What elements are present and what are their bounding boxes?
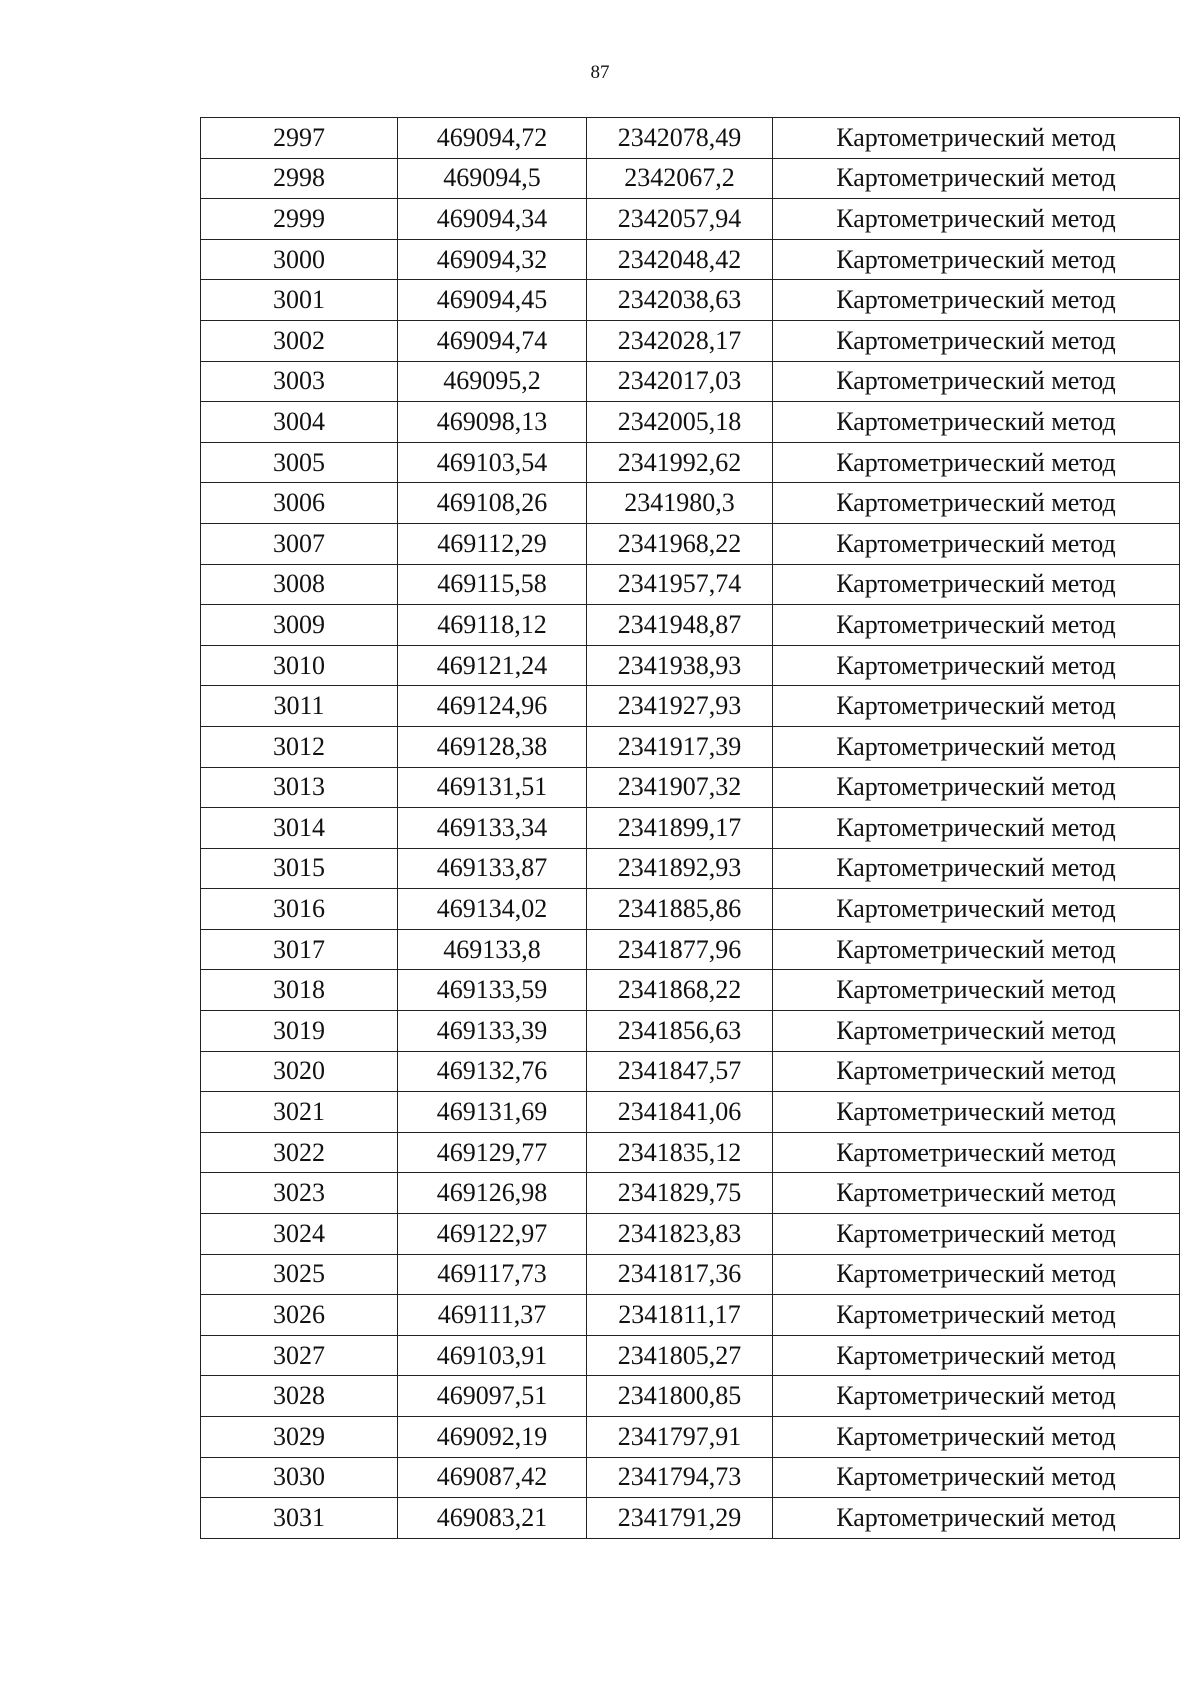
point-number-cell: 3004 bbox=[201, 402, 398, 443]
method-cell: Картометрический метод bbox=[773, 564, 1180, 605]
point-number-cell: 3006 bbox=[201, 483, 398, 524]
point-number-cell: 3001 bbox=[201, 280, 398, 321]
method-cell: Картометрический метод bbox=[773, 239, 1180, 280]
point-number-cell: 3019 bbox=[201, 1011, 398, 1052]
x-coordinate-cell: 469132,76 bbox=[398, 1051, 587, 1092]
point-number-cell: 3013 bbox=[201, 767, 398, 808]
x-coordinate-cell: 469094,45 bbox=[398, 280, 587, 321]
y-coordinate-cell: 2341811,17 bbox=[587, 1295, 773, 1336]
table-row bbox=[201, 767, 1180, 808]
table-row bbox=[201, 686, 1180, 727]
point-number-cell: 2999 bbox=[201, 199, 398, 240]
x-coordinate-cell: 469094,72 bbox=[398, 118, 587, 159]
table-row bbox=[201, 1295, 1180, 1336]
method-cell: Картометрический метод bbox=[773, 118, 1180, 159]
method-cell: Картометрический метод bbox=[773, 1214, 1180, 1255]
x-coordinate-cell: 469126,98 bbox=[398, 1173, 587, 1214]
table-row bbox=[201, 1011, 1180, 1052]
y-coordinate-cell: 2342057,94 bbox=[587, 199, 773, 240]
point-number-cell: 3022 bbox=[201, 1132, 398, 1173]
table-row bbox=[201, 523, 1180, 564]
x-coordinate-cell: 469108,26 bbox=[398, 483, 587, 524]
point-number-cell: 3026 bbox=[201, 1295, 398, 1336]
page-number: 87 bbox=[590, 62, 610, 83]
method-cell: Картометрический метод bbox=[773, 726, 1180, 767]
table-row bbox=[201, 1498, 1180, 1539]
y-coordinate-cell: 2341992,62 bbox=[587, 442, 773, 483]
point-number-cell: 3005 bbox=[201, 442, 398, 483]
method-cell: Картометрический метод bbox=[773, 1092, 1180, 1133]
method-cell: Картометрический метод bbox=[773, 158, 1180, 199]
point-number-cell: 3027 bbox=[201, 1335, 398, 1376]
x-coordinate-cell: 469111,37 bbox=[398, 1295, 587, 1336]
x-coordinate-cell: 469094,34 bbox=[398, 199, 587, 240]
x-coordinate-cell: 469097,51 bbox=[398, 1376, 587, 1417]
y-coordinate-cell: 2342048,42 bbox=[587, 239, 773, 280]
x-coordinate-cell: 469083,21 bbox=[398, 1498, 587, 1539]
table-row bbox=[201, 199, 1180, 240]
x-coordinate-cell: 469094,5 bbox=[398, 158, 587, 199]
x-coordinate-cell: 469103,54 bbox=[398, 442, 587, 483]
point-number-cell: 3029 bbox=[201, 1417, 398, 1458]
x-coordinate-cell: 469092,19 bbox=[398, 1417, 587, 1458]
y-coordinate-cell: 2341938,93 bbox=[587, 645, 773, 686]
table-row bbox=[201, 605, 1180, 646]
y-coordinate-cell: 2341892,93 bbox=[587, 848, 773, 889]
method-cell: Картометрический метод bbox=[773, 605, 1180, 646]
method-cell: Картометрический метод bbox=[773, 280, 1180, 321]
y-coordinate-cell: 2341877,96 bbox=[587, 929, 773, 970]
table-row bbox=[201, 564, 1180, 605]
table-row bbox=[201, 1254, 1180, 1295]
point-number-cell: 3030 bbox=[201, 1457, 398, 1498]
y-coordinate-cell: 2342038,63 bbox=[587, 280, 773, 321]
table-row bbox=[201, 726, 1180, 767]
y-coordinate-cell: 2341968,22 bbox=[587, 523, 773, 564]
point-number-cell: 3008 bbox=[201, 564, 398, 605]
x-coordinate-cell: 469124,96 bbox=[398, 686, 587, 727]
x-coordinate-cell: 469131,69 bbox=[398, 1092, 587, 1133]
point-number-cell: 3000 bbox=[201, 239, 398, 280]
y-coordinate-cell: 2341823,83 bbox=[587, 1214, 773, 1255]
point-number-cell: 3007 bbox=[201, 523, 398, 564]
point-number-cell: 2997 bbox=[201, 118, 398, 159]
method-cell: Картометрический метод bbox=[773, 970, 1180, 1011]
method-cell: Картометрический метод bbox=[773, 848, 1180, 889]
y-coordinate-cell: 2341957,74 bbox=[587, 564, 773, 605]
table-row bbox=[201, 1214, 1180, 1255]
point-number-cell: 3024 bbox=[201, 1214, 398, 1255]
point-number-cell: 3031 bbox=[201, 1498, 398, 1539]
method-cell: Картометрический метод bbox=[773, 1051, 1180, 1092]
table-row bbox=[201, 645, 1180, 686]
method-cell: Картометрический метод bbox=[773, 1376, 1180, 1417]
table-row bbox=[201, 442, 1180, 483]
y-coordinate-cell: 2341980,3 bbox=[587, 483, 773, 524]
y-coordinate-cell: 2341835,12 bbox=[587, 1132, 773, 1173]
method-cell: Картометрический метод bbox=[773, 442, 1180, 483]
x-coordinate-cell: 469131,51 bbox=[398, 767, 587, 808]
x-coordinate-cell: 469134,02 bbox=[398, 889, 587, 930]
point-number-cell: 3012 bbox=[201, 726, 398, 767]
x-coordinate-cell: 469087,42 bbox=[398, 1457, 587, 1498]
method-cell: Картометрический метод bbox=[773, 645, 1180, 686]
y-coordinate-cell: 2342078,49 bbox=[587, 118, 773, 159]
y-coordinate-cell: 2341794,73 bbox=[587, 1457, 773, 1498]
point-number-cell: 3017 bbox=[201, 929, 398, 970]
method-cell: Картометрический метод bbox=[773, 1498, 1180, 1539]
x-coordinate-cell: 469122,97 bbox=[398, 1214, 587, 1255]
method-cell: Картометрический метод bbox=[773, 1254, 1180, 1295]
point-number-cell: 3015 bbox=[201, 848, 398, 889]
y-coordinate-cell: 2341797,91 bbox=[587, 1417, 773, 1458]
method-cell: Картометрический метод bbox=[773, 1335, 1180, 1376]
x-coordinate-cell: 469095,2 bbox=[398, 361, 587, 402]
table-row bbox=[201, 970, 1180, 1011]
method-cell: Картометрический метод bbox=[773, 1295, 1180, 1336]
x-coordinate-cell: 469112,29 bbox=[398, 523, 587, 564]
method-cell: Картометрический метод bbox=[773, 199, 1180, 240]
x-coordinate-cell: 469133,34 bbox=[398, 808, 587, 849]
point-number-cell: 3003 bbox=[201, 361, 398, 402]
y-coordinate-cell: 2342017,03 bbox=[587, 361, 773, 402]
y-coordinate-cell: 2341805,27 bbox=[587, 1335, 773, 1376]
method-cell: Картометрический метод bbox=[773, 1011, 1180, 1052]
point-number-cell: 2998 bbox=[201, 158, 398, 199]
table-row bbox=[201, 239, 1180, 280]
y-coordinate-cell: 2341791,29 bbox=[587, 1498, 773, 1539]
method-cell: Картометрический метод bbox=[773, 1457, 1180, 1498]
method-cell: Картометрический метод bbox=[773, 320, 1180, 361]
coordinates-table bbox=[200, 117, 1180, 1539]
x-coordinate-cell: 469103,91 bbox=[398, 1335, 587, 1376]
method-cell: Картометрический метод bbox=[773, 1417, 1180, 1458]
y-coordinate-cell: 2342067,2 bbox=[587, 158, 773, 199]
y-coordinate-cell: 2341841,06 bbox=[587, 1092, 773, 1133]
y-coordinate-cell: 2342028,17 bbox=[587, 320, 773, 361]
table-row bbox=[201, 848, 1180, 889]
table-row bbox=[201, 1457, 1180, 1498]
table-row bbox=[201, 280, 1180, 321]
point-number-cell: 3023 bbox=[201, 1173, 398, 1214]
y-coordinate-cell: 2342005,18 bbox=[587, 402, 773, 443]
y-coordinate-cell: 2341899,17 bbox=[587, 808, 773, 849]
table-row bbox=[201, 1132, 1180, 1173]
x-coordinate-cell: 469118,12 bbox=[398, 605, 587, 646]
y-coordinate-cell: 2341917,39 bbox=[587, 726, 773, 767]
table-row bbox=[201, 1051, 1180, 1092]
table-row bbox=[201, 320, 1180, 361]
table-row bbox=[201, 402, 1180, 443]
x-coordinate-cell: 469133,59 bbox=[398, 970, 587, 1011]
x-coordinate-cell: 469115,58 bbox=[398, 564, 587, 605]
x-coordinate-cell: 469098,13 bbox=[398, 402, 587, 443]
table-row bbox=[201, 1417, 1180, 1458]
method-cell: Картометрический метод bbox=[773, 1132, 1180, 1173]
point-number-cell: 3021 bbox=[201, 1092, 398, 1133]
x-coordinate-cell: 469094,74 bbox=[398, 320, 587, 361]
method-cell: Картометрический метод bbox=[773, 361, 1180, 402]
point-number-cell: 3016 bbox=[201, 889, 398, 930]
table-row bbox=[201, 1376, 1180, 1417]
point-number-cell: 3011 bbox=[201, 686, 398, 727]
y-coordinate-cell: 2341907,32 bbox=[587, 767, 773, 808]
table-row bbox=[201, 1092, 1180, 1133]
point-number-cell: 3010 bbox=[201, 645, 398, 686]
x-coordinate-cell: 469133,87 bbox=[398, 848, 587, 889]
point-number-cell: 3009 bbox=[201, 605, 398, 646]
method-cell: Картометрический метод bbox=[773, 889, 1180, 930]
method-cell: Картометрический метод bbox=[773, 929, 1180, 970]
x-coordinate-cell: 469133,39 bbox=[398, 1011, 587, 1052]
y-coordinate-cell: 2341868,22 bbox=[587, 970, 773, 1011]
table-row bbox=[201, 808, 1180, 849]
x-coordinate-cell: 469129,77 bbox=[398, 1132, 587, 1173]
method-cell: Картометрический метод bbox=[773, 808, 1180, 849]
point-number-cell: 3002 bbox=[201, 320, 398, 361]
x-coordinate-cell: 469094,32 bbox=[398, 239, 587, 280]
point-number-cell: 3020 bbox=[201, 1051, 398, 1092]
table-row bbox=[201, 1173, 1180, 1214]
table-row bbox=[201, 889, 1180, 930]
method-cell: Картометрический метод bbox=[773, 686, 1180, 727]
method-cell: Картометрический метод bbox=[773, 1173, 1180, 1214]
y-coordinate-cell: 2341800,85 bbox=[587, 1376, 773, 1417]
point-number-cell: 3025 bbox=[201, 1254, 398, 1295]
method-cell: Картометрический метод bbox=[773, 402, 1180, 443]
x-coordinate-cell: 469133,8 bbox=[398, 929, 587, 970]
table-row bbox=[201, 118, 1180, 159]
table-row bbox=[201, 483, 1180, 524]
method-cell: Картометрический метод bbox=[773, 523, 1180, 564]
point-number-cell: 3018 bbox=[201, 970, 398, 1011]
y-coordinate-cell: 2341885,86 bbox=[587, 889, 773, 930]
method-cell: Картометрический метод bbox=[773, 483, 1180, 524]
y-coordinate-cell: 2341847,57 bbox=[587, 1051, 773, 1092]
point-number-cell: 3028 bbox=[201, 1376, 398, 1417]
y-coordinate-cell: 2341829,75 bbox=[587, 1173, 773, 1214]
table-row bbox=[201, 929, 1180, 970]
table-row bbox=[201, 361, 1180, 402]
x-coordinate-cell: 469121,24 bbox=[398, 645, 587, 686]
x-coordinate-cell: 469128,38 bbox=[398, 726, 587, 767]
table-row bbox=[201, 158, 1180, 199]
y-coordinate-cell: 2341817,36 bbox=[587, 1254, 773, 1295]
table-row bbox=[201, 1335, 1180, 1376]
method-cell: Картометрический метод bbox=[773, 767, 1180, 808]
y-coordinate-cell: 2341927,93 bbox=[587, 686, 773, 727]
x-coordinate-cell: 469117,73 bbox=[398, 1254, 587, 1295]
point-number-cell: 3014 bbox=[201, 808, 398, 849]
y-coordinate-cell: 2341948,87 bbox=[587, 605, 773, 646]
y-coordinate-cell: 2341856,63 bbox=[587, 1011, 773, 1052]
coordinates-table-body bbox=[201, 118, 1180, 1539]
